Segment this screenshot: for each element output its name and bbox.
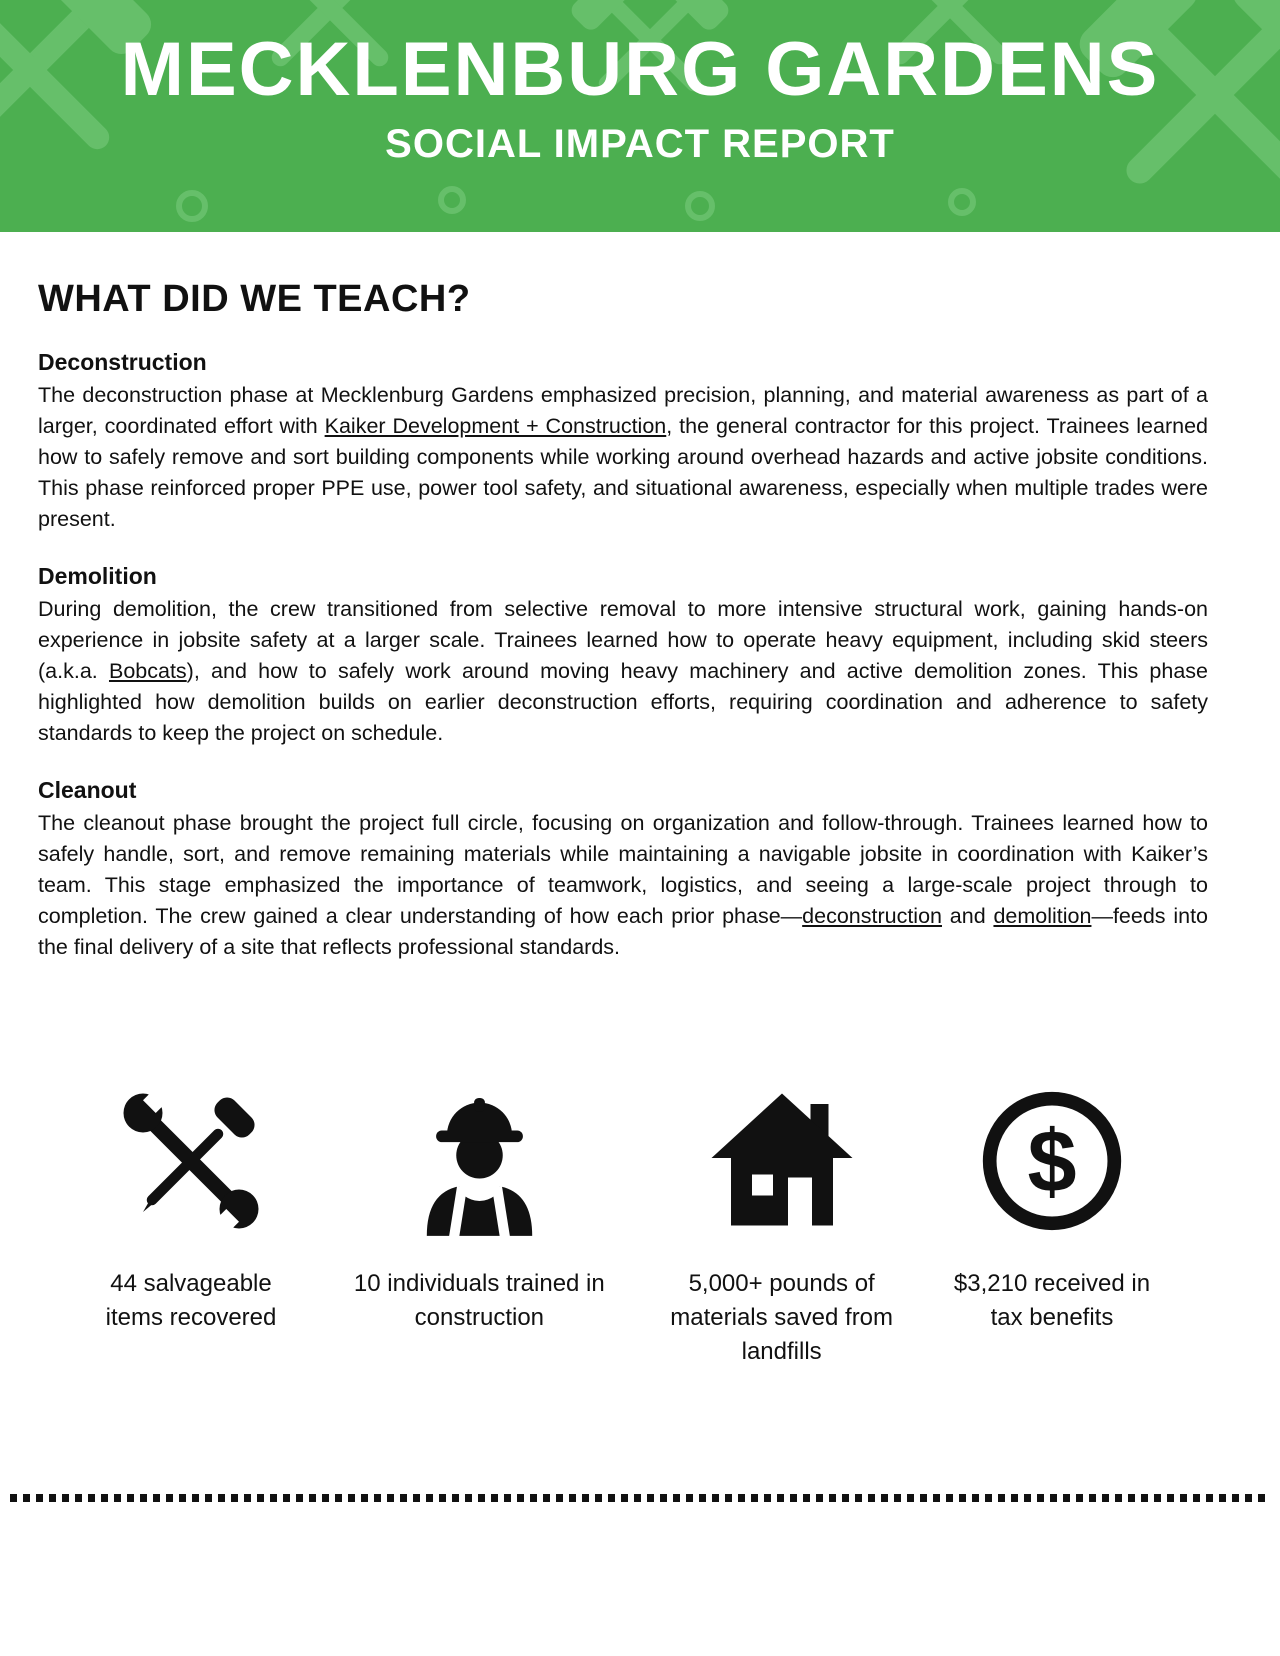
stat-materials-saved <box>659 1075 905 1369</box>
stat-icon-box <box>402 1075 557 1247</box>
stat-label-tax-benefits: $3,210 received in tax benefits <box>953 1270 1151 1331</box>
section-title-cleanout: Cleanout <box>38 777 137 803</box>
stat-label-individuals-trained: 10 individuals trained in construction <box>353 1270 605 1331</box>
section-deconstruction <box>38 349 1208 535</box>
report-subtitle: SOCIAL IMPACT REPORT <box>385 121 895 166</box>
construction-worker-icon <box>402 1084 557 1239</box>
section-paragraph-deconstruction: The deconstruction phase at Mecklenburg Gardens emphasized precision, planning, and material awareness as part of a larger, coordinated effort with Kaiker Development + Construction, the general contractor for this project. Trainees learned how to safely remove and sort building components while working around overhead hazards and active jobsite conditions. This phase reinforced proper PPE use, power tool safety, and situational awareness, especially when multiple trades were present. <box>38 383 1208 531</box>
section-cleanout <box>38 777 1208 963</box>
section-paragraph-cleanout: The cleanout phase brought the project full circle, focusing on organization and follow-through. Trainees learned how to safely handle, sort, and remove remaining materials while maintaining a navigable jobsite in coordination with Kaiker’s team. This stage emphasized the importance of teamwork, logistics, and seeing a large-scale project through to completion. The crew gained a clear understanding of how each prior phase—deconstruction and demolition—feeds into the final delivery of a site that reflects professional standards. <box>38 811 1209 959</box>
stat-label-salvageable-items: 44 salvageable items recovered <box>105 1270 277 1331</box>
impact-stats-row <box>38 1075 1208 1369</box>
banner-text <box>0 0 1280 167</box>
stat-label-materials-saved: 5,000+ pounds of materials saved from landfills <box>670 1270 894 1365</box>
section-paragraph-demolition: During demolition, the crew transitioned from selective removal to more intensive structural work, gaining hands-on experience in jobsite safety at a larger scale. Trainees learned how to operate heavy equipment, including skid steers (a.k.a. Bobcats), and how to safely work around moving heavy machinery and active demolition zones. This phase highlighted how demolition builds on earlier deconstruction efforts, requiring coordination and adherence to safety standards to keep the project on schedule. <box>38 597 1209 745</box>
stat-icon-box <box>707 1075 857 1247</box>
dollar-circle-icon <box>976 1085 1128 1237</box>
report-title: MECKLENBURG GARDENS <box>120 27 1160 112</box>
section-title-demolition: Demolition <box>38 563 157 589</box>
header-banner <box>0 0 1280 232</box>
stat-salvageable-items <box>82 1075 300 1335</box>
report-body <box>0 278 1280 1369</box>
stat-icon-box <box>976 1075 1128 1247</box>
stat-tax-benefits <box>936 1075 1168 1335</box>
house-icon <box>707 1086 857 1236</box>
stat-individuals-trained <box>331 1075 627 1335</box>
page-title: WHAT DID WE TEACH? <box>38 278 471 320</box>
section-title-deconstruction: Deconstruction <box>38 349 207 375</box>
tools-icon <box>116 1086 266 1236</box>
stat-icon-box <box>116 1075 266 1247</box>
dotted-divider <box>10 1494 1270 1502</box>
section-demolition <box>38 563 1208 749</box>
dollar-glyph: $ <box>1027 1111 1077 1211</box>
